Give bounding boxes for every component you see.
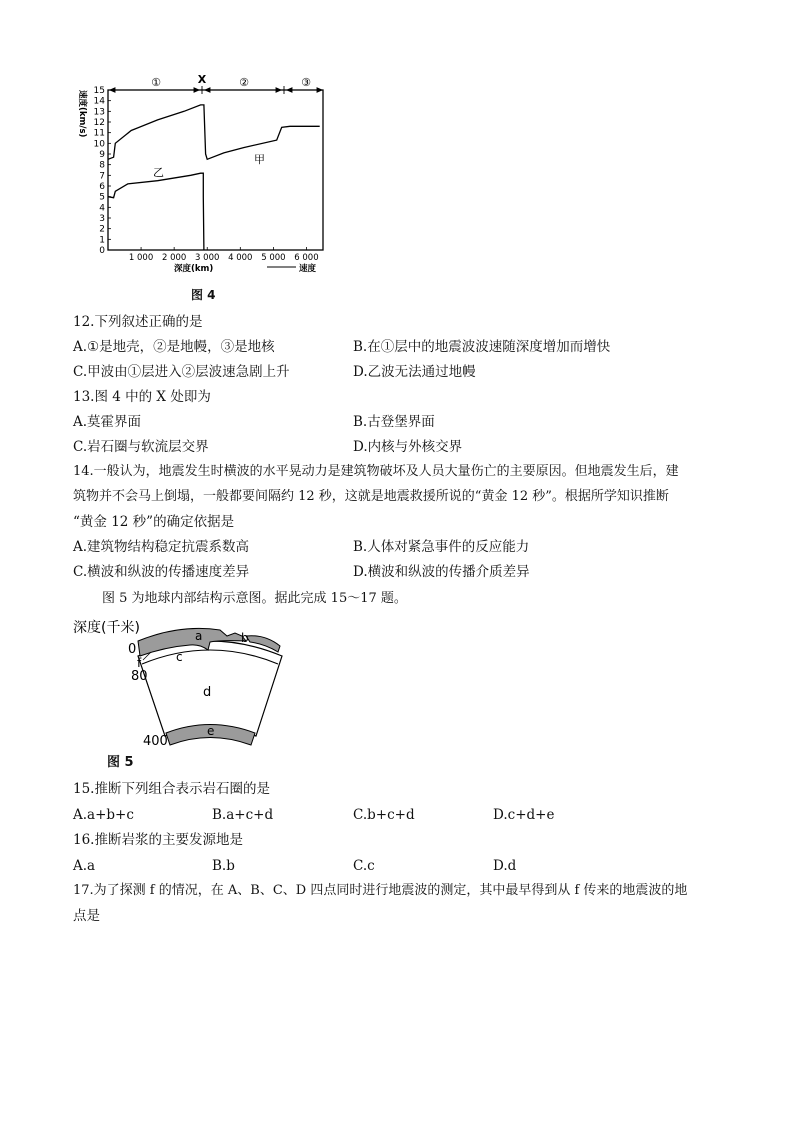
x-axis-title: 深度(km) [174, 264, 214, 274]
q16-option-d: D.d [493, 858, 517, 874]
plot-frame [108, 90, 323, 250]
q14-stem-line-3: “黄金 12 秒”的确定依据是 [73, 514, 235, 530]
seismic-wave-velocity-chart [70, 72, 340, 282]
label-e: e [207, 724, 215, 738]
x-tick-label: 3 000 [195, 253, 220, 263]
zone-label-3: ③ [301, 76, 311, 89]
q14-option-a: A.建筑物结构稳定抗震系数高 [73, 539, 250, 555]
depth-label-80: 80 [131, 669, 148, 684]
series-line [108, 105, 320, 159]
q12-stem: 12.下列叙述正确的是 [73, 314, 203, 330]
y-tick-label: 0 [99, 246, 105, 256]
q16-option-c: C.c [353, 858, 375, 874]
y-axis-title: 速度(km/s) [77, 90, 87, 138]
x-tick-label: 4 000 [228, 253, 253, 263]
figure-4-caption: 图 4 [191, 288, 216, 302]
label-f: f [137, 656, 142, 670]
y-tick-label: 6 [99, 182, 105, 192]
y-tick-label: 2 [99, 224, 105, 235]
q13-option-b: B.古登堡界面 [353, 414, 435, 430]
q15-option-a: A.a+b+c [73, 807, 134, 823]
q12-option-b: B.在①层中的地震波波速随深度增加而增快 [353, 339, 611, 355]
label-a: a [195, 629, 203, 643]
depth-label-0: 0 [128, 642, 137, 657]
y-tick-label: 3 [99, 214, 105, 224]
depth-axis-title: 深度(千米) [73, 620, 140, 636]
q13-option-a: A.莫霍界面 [73, 414, 142, 430]
q14-stem-line-2: 筑物并不会马上倒塌，一般都要间隔约 12 秒，这就是地震救援所说的“黄金 12 秒”。根据所学知识推断 [73, 489, 669, 504]
chart-axes [94, 86, 319, 263]
intro-q15-17: 图 5 为地球内部结构示意图。据此完成 15～17 题。 [102, 591, 407, 606]
y-tick-label: 10 [93, 139, 105, 150]
q13-option-c: C.岩石圈与软流层交界 [73, 439, 209, 455]
q14-stem-line-1: 14.一般认为，地震发生时横波的水平晃动力是建筑物破坏及人员大量伤亡的主要原因。但地震发生后，建 [73, 464, 679, 479]
y-tick-label: 5 [99, 192, 105, 203]
zone-label-x: X [197, 73, 207, 86]
q12-option-a: A.①是地壳，②是地幔，③是地核 [73, 339, 275, 355]
y-tick-label: 9 [99, 150, 105, 160]
curve-label-jia: 甲 [254, 153, 265, 166]
zone-label-1: ① [151, 76, 161, 89]
q14-option-b: B.人体对紧急事件的反应能力 [353, 539, 530, 555]
q14-option-d: D.横波和纵波的传播介质差异 [353, 564, 530, 580]
curve-label-yi: 乙 [153, 166, 164, 179]
y-tick-label: 11 [93, 128, 105, 139]
legend-label: 速度 [299, 264, 317, 274]
y-tick-label: 12 [93, 118, 105, 128]
q12-option-c: C.甲波由①层进入②层波速急剧上升 [73, 364, 290, 380]
label-c: c [176, 650, 183, 664]
q14-option-c: C.横波和纵波的传播速度差异 [73, 564, 250, 580]
y-tick-label: 15 [93, 86, 105, 96]
y-tick-label: 14 [93, 96, 105, 107]
series-line [108, 173, 204, 250]
q16-stem: 16.推断岩浆的主要发源地是 [73, 832, 243, 848]
zone-label-2: ② [239, 76, 249, 89]
q15-option-d: D.c+d+e [493, 807, 555, 823]
x-tick-label: 6 000 [294, 253, 319, 263]
q17-stem-line-2: 点是 [73, 908, 100, 924]
depth-label-400: 400 [143, 734, 168, 749]
earth-interior-structure-diagram [70, 614, 300, 764]
y-tick-label: 8 [99, 160, 105, 171]
figure-5-caption: 图 5 [107, 755, 134, 770]
label-b: b [241, 631, 249, 645]
x-tick-label: 1 000 [128, 253, 154, 263]
q17-stem-line-1: 17.为了探测 f 的情况，在 A、B、C、D 四点同时进行地震波的测定，其中最早得到从 f 传来的地震波的地 [73, 883, 688, 898]
q13-stem: 13.图 4 中的 X 处即为 [73, 389, 211, 405]
q15-stem: 15.推断下列组合表示岩石圈的是 [73, 781, 270, 797]
chart-series [108, 105, 320, 250]
x-tick-label: 2 000 [161, 253, 187, 263]
y-tick-label: 4 [99, 203, 105, 214]
q16-option-b: B.b [212, 858, 235, 874]
q16-option-a: A.a [73, 858, 96, 874]
q15-option-b: B.a+c+d [212, 807, 274, 823]
q12-option-d: D.乙波无法通过地幔 [353, 364, 476, 380]
q13-option-d: D.内核与外核交界 [353, 439, 463, 455]
x-tick-label: 5 000 [261, 253, 286, 263]
label-d: d [203, 685, 212, 700]
y-tick-label: 7 [99, 171, 105, 182]
y-tick-label: 13 [93, 107, 105, 118]
zone-bar [109, 86, 322, 94]
q15-option-c: C.b+c+d [353, 807, 415, 823]
y-tick-label: 1 [99, 235, 105, 246]
